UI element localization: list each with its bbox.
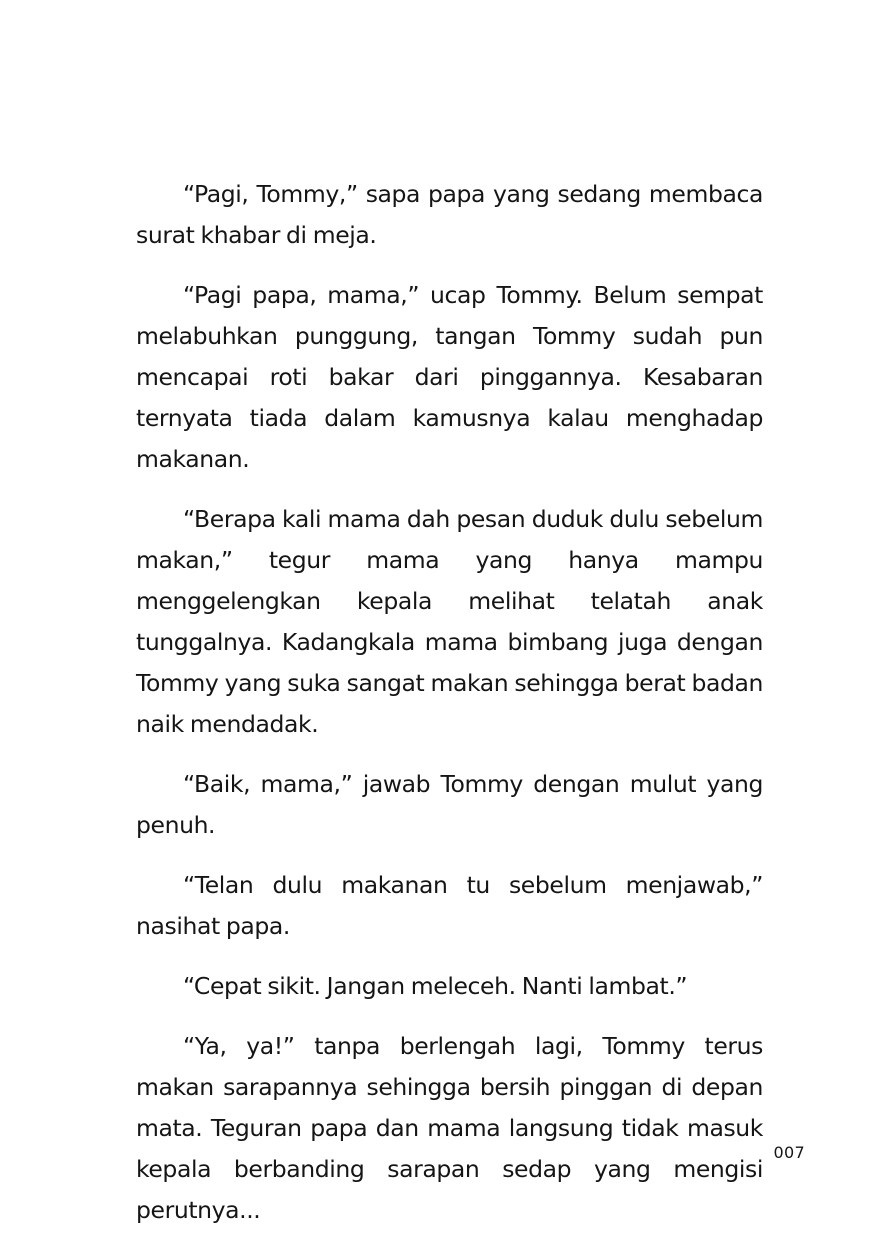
paragraph-3: “Berapa kali mama dah pesan duduk dulu sebelum makan,” tegur mama yang hanya mampu menggelengkan kepala melihat telatah anak tunggalnya. Kadangkala mama bimbang juga dengan Tommy yang suka sangat makan sehingga berat badan naik mendadak.: [136, 505, 763, 738]
paragraph-2: “Pagi papa, mama,” ucap Tommy. Belum sempat melabuhkan punggung, tangan Tommy sudah pun mencapai roti bakar dari pinggannya. Kesabaran ternyata tiada dalam kamusnya kalau menghadap makanan.: [136, 281, 763, 473]
paragraph-1: “Pagi, Tommy,” sapa papa yang sedang membaca surat khabar di meja.: [136, 180, 763, 249]
paragraph-5: “Telan dulu makanan tu sebelum menjawab,” nasihat papa.: [136, 871, 763, 940]
paragraph-4: “Baik, mama,” jawab Tommy dengan mulut yang penuh.: [136, 770, 763, 839]
paragraph-6: “Cepat sikit. Jangan meleceh. Nanti lambat.”: [183, 972, 688, 1000]
page-number: 007: [773, 1143, 805, 1162]
paragraph-7: “Ya, ya!” tanpa berlengah lagi, Tommy terus makan sarapannya sehingga bersih pinggan di depan mata. Teguran papa dan mama langsung tidak masuk kepala berbanding sarapan sedap yang mengisi perutnya...: [136, 1032, 763, 1224]
story-text: [136, 174, 763, 1250]
